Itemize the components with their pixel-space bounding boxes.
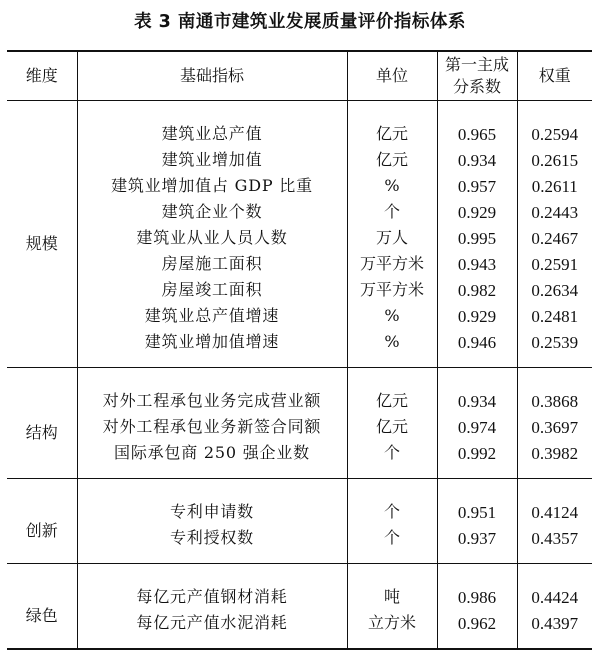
unit-cell: %	[347, 303, 437, 329]
factor-cell: 0.929	[437, 303, 517, 329]
indicator-cell: 建筑业增加值占 GDP 比重	[77, 173, 347, 199]
indicator-cell: 每亿元产值钢材消耗	[77, 564, 347, 611]
table-row	[7, 277, 592, 303]
header-factor-line1: 第一主成	[444, 55, 509, 74]
table-row	[7, 251, 592, 277]
header-weight: 权重	[517, 51, 592, 101]
weight-cell: 0.2634	[531, 280, 579, 300]
dimension-cell: 绿色	[7, 564, 77, 650]
factor-cell: 0.937	[437, 525, 517, 564]
table-title: 表 3 南通市建筑业发展质量评价指标体系	[134, 12, 466, 32]
weight-cell: 0.2594	[531, 124, 579, 144]
unit-cell: 个	[347, 440, 437, 479]
indicator-cell: 对外工程承包业务新签合同额	[77, 414, 347, 440]
table-group	[7, 479, 592, 564]
weight-cell: 0.3982	[531, 443, 579, 463]
header-factor	[437, 51, 517, 101]
table-row	[7, 101, 592, 148]
unit-cell: 万人	[347, 225, 437, 251]
weight-cell: 0.2443	[531, 202, 579, 222]
unit-cell: 个	[347, 525, 437, 564]
table-group	[7, 101, 592, 368]
unit-cell: %	[347, 329, 437, 368]
indicator-cell: 建筑业增加值增速	[77, 329, 347, 368]
indicator-cell: 建筑企业个数	[77, 199, 347, 225]
unit-cell: 个	[347, 199, 437, 225]
table-row	[7, 610, 592, 649]
unit-cell: 亿元	[347, 368, 437, 415]
factor-cell: 0.957	[437, 173, 517, 199]
indicator-cell: 国际承包商 250 强企业数	[77, 440, 347, 479]
indicator-cell: 专利申请数	[77, 479, 347, 526]
indicator-cell: 建筑业从业人员人数	[77, 225, 347, 251]
factor-cell: 0.986	[437, 564, 517, 611]
table-row	[7, 440, 592, 479]
table-row	[7, 368, 592, 415]
indicator-cell: 建筑业增加值	[77, 147, 347, 173]
factor-cell: 0.965	[437, 101, 517, 148]
table-row	[7, 303, 592, 329]
table-group	[7, 564, 592, 650]
indicator-cell: 建筑业总产值	[77, 101, 347, 148]
weight-cell: 0.3697	[531, 417, 579, 437]
weight-cell: 0.2467	[531, 228, 579, 248]
factor-cell: 0.982	[437, 277, 517, 303]
weight-cell: 0.2481	[531, 306, 579, 326]
unit-cell: 万平方米	[347, 277, 437, 303]
weight-cell: 0.4124	[531, 502, 579, 522]
weight-cell: 0.4424	[531, 587, 579, 607]
indicator-cell: 专利授权数	[77, 525, 347, 564]
indicator-cell: 建筑业总产值增速	[77, 303, 347, 329]
table-group	[7, 368, 592, 479]
weight-cell: 0.2591	[531, 254, 579, 274]
table-row	[7, 414, 592, 440]
table-row	[7, 147, 592, 173]
header-unit: 单位	[347, 51, 437, 101]
table-row	[7, 479, 592, 526]
indicator-cell: 房屋竣工面积	[77, 277, 347, 303]
weight-cell: 0.3868	[531, 391, 579, 411]
weight-cell: 0.2615	[531, 150, 579, 170]
dimension-cell: 结构	[7, 368, 77, 479]
indicator-cell: 房屋施工面积	[77, 251, 347, 277]
dimension-cell: 创新	[7, 479, 77, 564]
unit-cell: 亿元	[347, 101, 437, 148]
weight-cell: 0.4357	[531, 528, 579, 548]
factor-cell: 0.943	[437, 251, 517, 277]
factor-cell: 0.962	[437, 610, 517, 649]
factor-cell: 0.992	[437, 440, 517, 479]
weight-cell: 0.4397	[531, 613, 579, 633]
weight-cell: 0.2539	[531, 332, 579, 352]
weight-cell: 0.2611	[531, 176, 578, 196]
table-row	[7, 173, 592, 199]
header-indicator: 基础指标	[77, 51, 347, 101]
unit-cell: 吨	[347, 564, 437, 611]
evaluation-index-table	[7, 50, 592, 650]
header-dimension: 维度	[7, 51, 77, 101]
table-row	[7, 225, 592, 251]
table-row	[7, 525, 592, 564]
unit-cell: 立方米	[347, 610, 437, 649]
factor-cell: 0.934	[437, 147, 517, 173]
factor-cell: 0.951	[437, 479, 517, 526]
unit-cell: 亿元	[347, 414, 437, 440]
factor-cell: 0.995	[437, 225, 517, 251]
dimension-cell: 规模	[7, 101, 77, 368]
factor-cell: 0.974	[437, 414, 517, 440]
table-row	[7, 329, 592, 368]
unit-cell: 亿元	[347, 147, 437, 173]
unit-cell: %	[347, 173, 437, 199]
factor-cell: 0.934	[437, 368, 517, 415]
factor-cell: 0.929	[437, 199, 517, 225]
indicator-cell: 每亿元产值水泥消耗	[77, 610, 347, 649]
header-row	[7, 51, 592, 101]
factor-cell: 0.946	[437, 329, 517, 368]
unit-cell: 个	[347, 479, 437, 526]
unit-cell: 万平方米	[347, 251, 437, 277]
table-row	[7, 199, 592, 225]
indicator-cell: 对外工程承包业务完成营业额	[77, 368, 347, 415]
header-factor-line2: 分系数	[452, 77, 501, 96]
table-row	[7, 564, 592, 611]
